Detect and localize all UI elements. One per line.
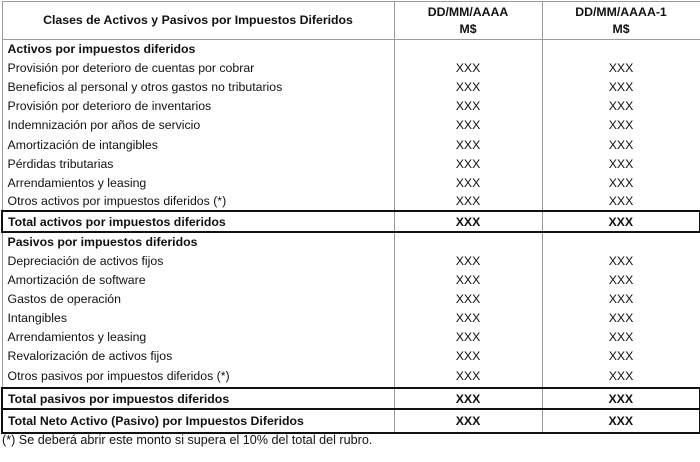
table-row (2, 347, 700, 366)
row-value-current: XXX (394, 366, 542, 385)
table-row (2, 309, 700, 328)
row-value-prior: XXX (542, 347, 700, 366)
row-value-current: XXX (394, 290, 542, 309)
row-label: Provisión por deterioro de inventarios (2, 97, 394, 116)
header-current-date: DD/MM/AAAA (427, 4, 509, 19)
table-row (2, 78, 700, 97)
row-label: Amortización de software (2, 271, 394, 290)
row-value-prior: XXX (542, 192, 700, 211)
row-value-current: XXX (394, 309, 542, 328)
header-prior-unit: M$ (612, 21, 630, 36)
row-value-prior: XXX (542, 290, 700, 309)
header-prior-date: DD/MM/AAAA-1 (575, 4, 667, 19)
section-title: Pasivos por impuestos diferidos (2, 232, 394, 251)
row-value-prior: XXX (542, 59, 700, 78)
deferred-tax-table (1, 1, 700, 434)
row-label: Beneficios al personal y otros gastos no tributarios (2, 78, 394, 97)
table-row (2, 290, 700, 309)
footnote: (*) Se deberá abrir este monto si supera el 10% del total del rubro. (2, 433, 373, 447)
row-value-prior: XXX (542, 251, 700, 270)
row-value-prior: XXX (542, 366, 700, 385)
table-row (2, 328, 700, 347)
table-row (2, 366, 700, 385)
row-label: Otros activos por impuestos diferidos (*) (2, 192, 394, 211)
row-value-prior: XXX (542, 154, 700, 173)
net-value-current: XXX (394, 409, 542, 433)
row-value-prior: XXX (542, 135, 700, 154)
row-value-current: XXX (394, 192, 542, 211)
row-value-current: XXX (394, 328, 542, 347)
table-row (2, 251, 700, 270)
total-value-current: XXX (394, 388, 542, 409)
row-value-current: XXX (394, 116, 542, 135)
row-label: Amortización de intangibles (2, 135, 394, 154)
total-value-prior: XXX (542, 388, 700, 409)
net-value-prior: XXX (542, 409, 700, 433)
row-value-current: XXX (394, 78, 542, 97)
row-label: Otros pasivos por impuestos diferidos (*) (2, 366, 394, 385)
header-prior-period (542, 2, 700, 40)
row-label: Pérdidas tributarias (2, 154, 394, 173)
row-value-prior: XXX (542, 116, 700, 135)
table-row (2, 135, 700, 154)
section-activos (2, 40, 700, 59)
table-row (2, 59, 700, 78)
section-title: Activos por impuestos diferidos (2, 40, 394, 59)
row-value-current: XXX (394, 251, 542, 270)
row-value-prior: XXX (542, 78, 700, 97)
net-label: Total Neto Activo (Pasivo) por Impuestos Diferidos (2, 409, 394, 433)
row-label: Revalorización de activos fijos (2, 347, 394, 366)
section-pasivos (2, 232, 700, 251)
row-label: Arrendamientos y leasing (2, 173, 394, 192)
row-label: Indemnización por años de servicio (2, 116, 394, 135)
row-label: Gastos de operación (2, 290, 394, 309)
row-value-prior: XXX (542, 271, 700, 290)
row-value-prior: XXX (542, 328, 700, 347)
total-value-current: XXX (394, 211, 542, 232)
table-row (2, 154, 700, 173)
table-row (2, 173, 700, 192)
table-row (2, 97, 700, 116)
row-value-current: XXX (394, 347, 542, 366)
row-label: Provisión por deterioro de cuentas por cobrar (2, 59, 394, 78)
row-label: Arrendamientos y leasing (2, 328, 394, 347)
total-neto-row (2, 409, 700, 433)
table-row (2, 116, 700, 135)
row-value-current: XXX (394, 135, 542, 154)
row-label: Depreciación de activos fijos (2, 251, 394, 270)
row-value-current: XXX (394, 97, 542, 116)
total-label: Total pasivos por impuestos diferidos (2, 388, 394, 409)
header-classes: Clases de Activos y Pasivos por Impuestos Diferidos (2, 2, 394, 40)
row-value-current: XXX (394, 154, 542, 173)
row-value-prior: XXX (542, 309, 700, 328)
total-activos-row (2, 211, 700, 232)
table-row (2, 271, 700, 290)
total-label: Total activos por impuestos diferidos (2, 211, 394, 232)
row-value-current: XXX (394, 59, 542, 78)
header-current-unit: M$ (459, 21, 477, 36)
row-value-prior: XXX (542, 173, 700, 192)
row-label: Intangibles (2, 309, 394, 328)
total-pasivos-row (2, 388, 700, 409)
total-value-prior: XXX (542, 211, 700, 232)
table-header-row (2, 2, 700, 40)
row-value-current: XXX (394, 173, 542, 192)
row-value-prior: XXX (542, 97, 700, 116)
header-current-period (394, 2, 542, 40)
table-row (2, 192, 700, 211)
row-value-current: XXX (394, 271, 542, 290)
